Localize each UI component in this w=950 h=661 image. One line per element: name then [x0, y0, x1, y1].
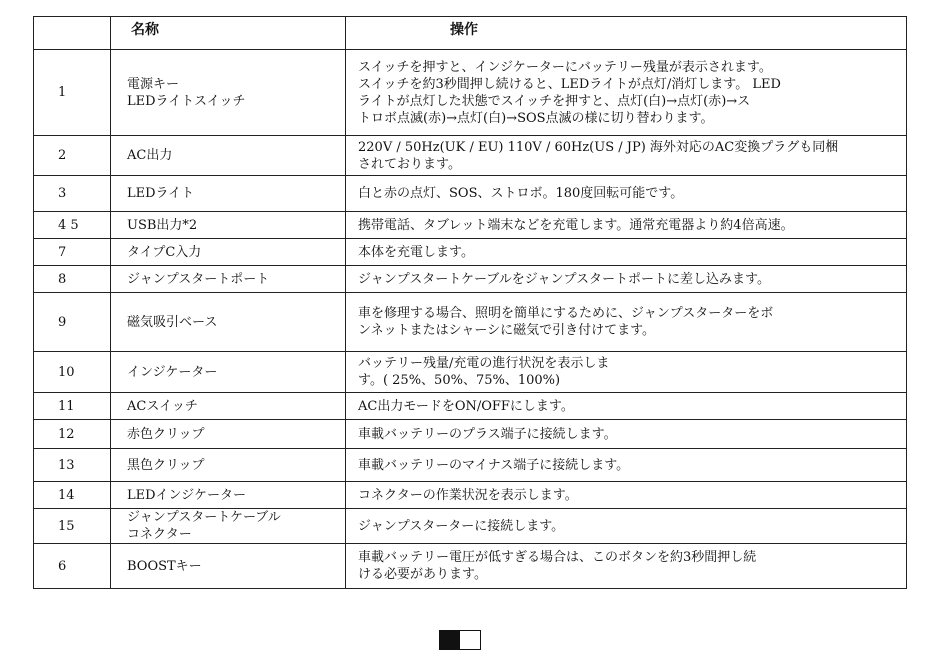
row-name-line: USB出力*2: [127, 217, 198, 233]
row-name: [111, 176, 346, 212]
row-name-line: ジャンプスタートケーブル: [127, 510, 281, 525]
row-number: 11: [34, 393, 111, 420]
row-operation: [346, 449, 907, 482]
row-name: [111, 482, 346, 509]
row-number: 15: [34, 509, 111, 544]
row-operation: [346, 393, 907, 420]
table-row: [34, 50, 907, 136]
table-row: [34, 393, 907, 420]
row-operation: [346, 420, 907, 449]
row-number: 12: [34, 420, 111, 449]
table-row: [34, 212, 907, 239]
table-row: [34, 239, 907, 266]
row-name: [111, 393, 346, 420]
row-operation-line: 220V / 50Hz(UK / EU) 110V / 60Hz(US / JP) 海外対応のAC変換プラグも同梱: [358, 139, 839, 155]
row-operation-line: 携帯電話、タブレット端末などを充電します。通常充電器より約4倍高速。: [358, 217, 794, 233]
spec-table-body: [34, 17, 907, 589]
row-operation-line: スイッチを約3秒間押し続けると、LEDライトが点灯/消灯します。 LED: [358, 76, 781, 92]
row-operation-line: スイッチを押すと、インジケーターにバッテリー残量が表示されます。: [358, 59, 772, 75]
row-operation: [346, 212, 907, 239]
row-operation: [346, 293, 907, 352]
row-name-line: LEDライトスイッチ: [127, 93, 246, 109]
table-row: [34, 136, 907, 176]
row-operation: [346, 544, 907, 589]
row-number: 8: [34, 266, 111, 293]
page-indicator: [439, 630, 481, 650]
row-number: 9: [34, 293, 111, 352]
row-operation: [346, 509, 907, 544]
row-operation-line: 車載バッテリーのマイナス端子に接続します。: [358, 457, 630, 473]
table-row: [34, 293, 907, 352]
table-row: [34, 176, 907, 212]
row-operation-line: 車載バッテリー電圧が低すぎる場合は、このボタンを約3秒間押し続: [358, 550, 757, 565]
page-indicator-empty: [460, 631, 480, 649]
row-operation-line: ライトが点灯した状態でスイッチを押すと、点灯(白)→点灯(赤)→ス: [358, 93, 751, 109]
row-name: [111, 136, 346, 176]
row-operation-line: ジャンプスタートケーブルをジャンプスタートポートに差し込みます。: [358, 271, 770, 287]
row-operation-line: ジャンプスターターに接続します。: [358, 518, 565, 534]
row-operation-line: す。( 25%、50%、75%、100%): [358, 373, 561, 388]
row-name-line: ACスイッチ: [127, 398, 198, 414]
row-operation-line: 車載バッテリーのプラス端子に接続します。: [358, 426, 617, 442]
row-number: 6: [34, 544, 111, 589]
table-row: [34, 482, 907, 509]
header-operation: 操作: [346, 17, 907, 50]
row-number: 13: [34, 449, 111, 482]
row-name: [111, 449, 346, 482]
row-operation-line: ンネットまたはシャーシに磁気で引き付けてます。: [358, 323, 656, 338]
row-operation-line: されております。: [358, 156, 461, 172]
page-indicator-filled: [440, 631, 460, 649]
row-name-line: LEDライト: [127, 186, 195, 201]
row-name: [111, 352, 346, 393]
table-row: [34, 420, 907, 449]
row-number: 4 5: [34, 212, 111, 239]
row-operation-line: AC出力モードをON/OFFにします。: [358, 398, 574, 414]
row-number: 7: [34, 239, 111, 266]
table-row: [34, 449, 907, 482]
header-number: [34, 17, 111, 50]
row-operation-line: 本体を充電します。: [358, 244, 474, 260]
row-operation-line: ける必要があります。: [358, 567, 487, 582]
row-name: [111, 544, 346, 589]
table-row: [34, 266, 907, 293]
row-name: [111, 50, 346, 136]
row-name-line: 黒色クリップ: [127, 457, 205, 473]
table-row: [34, 352, 907, 393]
row-name-line: LEDインジケーター: [127, 487, 246, 503]
row-name-line: 電源キー: [127, 76, 180, 92]
row-name: [111, 239, 346, 266]
row-name-line: コネクター: [127, 527, 192, 542]
table-row: [34, 509, 907, 544]
row-operation: [346, 239, 907, 266]
row-operation: [346, 136, 907, 176]
row-number: 2: [34, 136, 111, 176]
row-number: 10: [34, 352, 111, 393]
row-number: 3: [34, 176, 111, 212]
header-name: 名称: [111, 17, 346, 50]
row-number: 1: [34, 50, 111, 136]
row-name-line: 磁気吸引ベース: [127, 314, 218, 330]
table-header-row: [34, 17, 907, 50]
row-operation-line: 白と赤の点灯、SOS、ストロボ。180度回転可能です。: [358, 186, 684, 201]
row-number: 14: [34, 482, 111, 509]
row-operation: [346, 266, 907, 293]
row-name-line: AC出力: [127, 148, 173, 163]
row-operation-line: トロボ点滅(赤)→点灯(白)→SOS点滅の様に切り替わります。: [358, 110, 714, 126]
row-name-line: ジャンプスタートポート: [127, 271, 270, 287]
row-name: [111, 509, 346, 544]
row-name-line: タイプC入力: [127, 244, 202, 260]
row-name: [111, 212, 346, 239]
row-name: [111, 420, 346, 449]
table-row: [34, 544, 907, 589]
row-operation: [346, 176, 907, 212]
row-name: [111, 266, 346, 293]
row-operation: [346, 352, 907, 393]
row-operation: [346, 482, 907, 509]
row-name-line: BOOSTキー: [127, 558, 202, 574]
row-name: [111, 293, 346, 352]
spec-table: [33, 16, 907, 589]
row-operation: [346, 50, 907, 136]
row-operation-line: 車を修理する場合、照明を簡単にするために、ジャンプスターターをボ: [358, 306, 774, 321]
row-name-line: 赤色クリップ: [127, 426, 205, 442]
row-name-line: インジケーター: [127, 364, 218, 380]
row-operation-line: コネクターの作業状況を表示します。: [358, 487, 578, 503]
row-operation-line: バッテリー残量/充電の進行状況を表示しま: [358, 356, 610, 371]
